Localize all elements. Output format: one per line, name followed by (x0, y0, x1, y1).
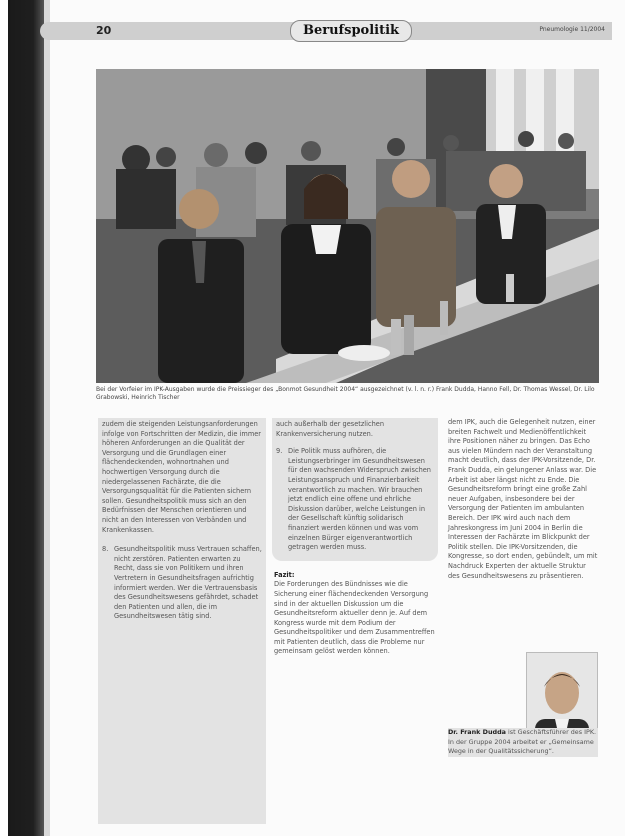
portrait-text: ist Geschäftsführer des IPK. In der Gruppe 2004 arbeitet er „Gemeinsame Wege in der Qualitätssicherung“. (448, 728, 597, 756)
photo-caption: Bei der Vorfeier im IPK-Ausgaben wurde die Preissieger des „Bonmot Gesundheit 2004“ ausgezeichnet (v. l. n. r.) Frank Dudda, Hanno Fell, Dr. Thomas Wessel, Dr. Lilo Grabowski, Heinrich Tischer (96, 386, 595, 401)
portrait-name: Dr. Frank Dudda (448, 728, 506, 736)
col2-shaded-box (272, 418, 438, 561)
col2-item-text: Die Politik muss aufhören, die Leistungserbringer im Gesundheitswesen für den wachsenden Widerspruch zwischen Leistungsanspruch und Finanzierbarkeit verantwortlich zu machen. Wir brauchen jetzt endlich eine offene und ehrliche Diskussion darüber, welche Leistungen in der Gesellschaft künftig solidarisch finanziert werden können und was vom einzelnen Bürger eigenverantwortlich getragen werden muss. (288, 447, 431, 552)
portrait-caption (448, 728, 598, 757)
binding-spine (8, 0, 44, 836)
section-title: Berufspolitik (290, 20, 412, 42)
fazit-section (272, 561, 438, 657)
col1-paragraph: zudem die steigenden Leistungsanforderungen infolge von Fortschritten der Medizin, die immer höheren Anforderungen an die Qualität der Versorgung und die Grundlagen einer flächendeckenden, wohnortnahen und hochwertigen Versorgung durch die niedergelassenen Fachärzte, die die Versorgungsqualität für die Patienten sichern sollen. Gesundheitspolitik muss sich an den Bedürfnissen der Menschen orientieren und nicht an den Interessen von Verbänden und Krankenkassen. (102, 420, 262, 534)
col1-list-item (102, 545, 262, 622)
col1-item-number: 8. (102, 545, 109, 554)
col2-list-item (276, 447, 434, 559)
col2-item-number: 9. (276, 447, 283, 456)
col1-item-text: Gesundheitspolitik muss Vertrauen schaffen, nicht zerstören. Patienten erwarten zu Recht, dass sie von Politikern und ihren Vertretern in Gesundheitsfragen aufrichtig informiert werden. Wer die Vertrauensbasis des Gesundheitswesens gefährdet, schadet den Patienten und allen, die im Gesundheitswesen tätig sind. (114, 545, 262, 621)
col3-paragraph: dem IPK, auch die Gelegenheit nutzen, einer breiten Fachwelt und Medienöffentlichkeit ihre Positionen näher zu bringen. Das Echo aus vielen Mündern nach der Veranstaltung macht deutlich, dass der IPK-Vorsitzende, Dr. Frank Dudda, ein gelungener Anlass war. Die Arbeit ist aber längst nicht zu Ende. Die Gesundheitsreform bringt eine große Zahl neuer Aufgaben, insbesondere bei der Versorgung der Patienten im ambulanten Bereich. Der IPK wird auch nach dem Jahreskongress im Juni 2004 in Berlin die Interessen der Fachärzte im Blickpunkt der Politik stellen. Die IPK-Vorsitzenden, die Kongresse, so dort enden, gebündelt, um mit Nachdruck Experten der aktuelle Struktur des Gesundheitswesens zu präsentieren. (448, 418, 598, 580)
page-number: 20 (96, 24, 112, 37)
column-1 (98, 418, 266, 824)
conference-photo (96, 69, 599, 383)
fazit-text: Die Forderungen des Bündnisses wie die Sicherung einer flächendeckenden Versorgung sind in der aktuellen Diskussion um die Gesundheitsreform aktueller denn je. Auf dem Kongress wurde mit dem Podium der Gesundheitspolitiker und dem Zusammentreffen mit Patienten deutlich, dass die Probleme nur gemeinsam gelöst werden können. (274, 580, 435, 656)
fazit-heading: Fazit: (274, 570, 295, 579)
issue-label: Pneumologie 11/2004 (539, 26, 605, 33)
col2-paragraph: auch außerhalb der gesetzlichen Krankenversicherung nutzen. (276, 420, 385, 438)
photo-illustration (96, 69, 599, 383)
column-2 (272, 418, 438, 820)
column-3 (448, 418, 598, 648)
